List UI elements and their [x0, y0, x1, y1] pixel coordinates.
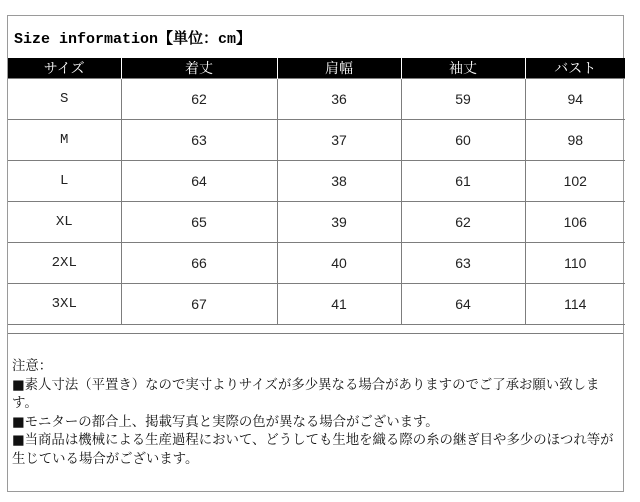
note-line: ■モニターの都合上、掲載写真と実際の色が異なる場合がございます。 [12, 414, 439, 430]
cell-shoulder: 37 [277, 120, 401, 161]
table-row [8, 284, 625, 325]
cell-length: 64 [121, 161, 277, 202]
cell-length: 65 [121, 202, 277, 243]
table-row [8, 161, 625, 202]
header-length: 着丈 [121, 58, 277, 79]
cell-bust: 114 [525, 284, 625, 325]
cell-shoulder: 38 [277, 161, 401, 202]
cell-shoulder: 41 [277, 284, 401, 325]
note-line: ■当商品は機械による生産過程において、どうしても生地を織る際の糸の継ぎ目や多少のほつれ等が生じている場合がございます。 [12, 433, 614, 467]
note-line: ■素人寸法（平置き）なので実寸よりサイズが多少異なる場合がありますのでご了承お願い致します。 [12, 377, 600, 411]
table-row [8, 120, 625, 161]
table-row [8, 202, 625, 243]
cell-length: 62 [121, 79, 277, 120]
cell-bust: 102 [525, 161, 625, 202]
cell-length: 67 [121, 284, 277, 325]
cell-length: 63 [121, 120, 277, 161]
header-sleeve: 袖丈 [401, 58, 525, 79]
cell-sleeve: 64 [401, 284, 525, 325]
cell-bust: 94 [525, 79, 625, 120]
cell-bust: 110 [525, 243, 625, 284]
table-row [8, 243, 625, 284]
cell-bust: 106 [525, 202, 625, 243]
header-size: サイズ [8, 58, 121, 79]
header-bust: バスト [525, 58, 625, 79]
header-shoulder: 肩幅 [277, 58, 401, 79]
cell-length: 66 [121, 243, 277, 284]
notes-section [8, 333, 623, 491]
notes-heading: 注意： [12, 359, 53, 374]
size-table-header-row [8, 58, 625, 79]
cell-sleeve: 60 [401, 120, 525, 161]
cell-bust: 98 [525, 120, 625, 161]
table-row [8, 79, 625, 120]
cell-size: 3XL [8, 284, 121, 325]
cell-shoulder: 39 [277, 202, 401, 243]
size-chart-title: Size information【単位：cm】 [14, 30, 252, 48]
size-table [8, 58, 625, 325]
cell-shoulder: 36 [277, 79, 401, 120]
cell-sleeve: 62 [401, 202, 525, 243]
size-chart [7, 15, 624, 492]
cell-size: XL [8, 202, 121, 243]
cell-size: S [8, 79, 121, 120]
cell-sleeve: 59 [401, 79, 525, 120]
cell-sleeve: 63 [401, 243, 525, 284]
cell-size: 2XL [8, 243, 121, 284]
cell-size: L [8, 161, 121, 202]
cell-size: M [8, 120, 121, 161]
cell-shoulder: 40 [277, 243, 401, 284]
cell-sleeve: 61 [401, 161, 525, 202]
